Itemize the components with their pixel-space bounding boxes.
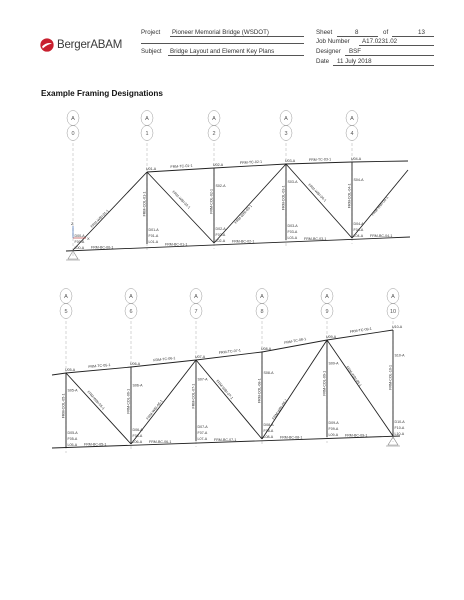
floor-node-label: F08-A [263, 429, 274, 433]
column-label: FRM-COL-04-1 [347, 183, 352, 209]
top-chord-line [52, 373, 66, 375]
diagonal-label: FRM-WBI-08-1 [271, 398, 289, 421]
top-node-label: U05-A [65, 368, 76, 372]
floor-node-label: F03-A [287, 230, 298, 234]
column-label: FRM-COL-01-1 [142, 191, 147, 217]
diag-node-label: D07-A [197, 425, 208, 429]
grid-letter: A [260, 294, 264, 300]
grid-letter: A [64, 294, 68, 300]
bottom-chord-label: FRM-BC-09-1 [345, 433, 368, 438]
diag-node-label: D06-A [132, 428, 143, 432]
s-node-label: S03-A [287, 180, 298, 184]
axis-x-label: X [87, 236, 90, 241]
diagonal-label: FRM-WBI-06-1 [145, 399, 164, 421]
bottom-chord-label: FRM-BC-07-1 [214, 437, 237, 442]
s-node-label: S04-A [353, 178, 364, 182]
top-chord-label: FRM-TC-07-1 [218, 348, 242, 355]
bottom-chord-label: FRM-BC-01-1 [165, 242, 188, 247]
top-node-label: U03-A [285, 159, 296, 163]
column-label: FRM-COL-07-1 [191, 383, 196, 409]
top-chord-line [147, 168, 214, 172]
truss-diagram-1 [66, 111, 410, 261]
bottom-chord-label: FRM-BC-06-1 [149, 440, 172, 445]
sheet-value: 8 [355, 29, 359, 36]
top-chord-line [214, 164, 286, 168]
column-label: FRM-COL-06-1 [126, 388, 131, 414]
grid-number: 3 [284, 131, 288, 137]
grid-number: 8 [260, 309, 264, 315]
grid-letter: A [325, 294, 329, 300]
date-label: Date [316, 58, 330, 65]
bottom-chord-label: FRM-BC-04-1 [370, 234, 393, 239]
column-label: FRM-COL-05-1 [61, 393, 66, 419]
bottom-node-label: L06-A [132, 440, 143, 444]
top-chord-line [352, 161, 408, 162]
floor-node-label: F00-A [74, 240, 85, 244]
diag-node-label: D09-A [328, 421, 339, 425]
floor-node-label: F05-A [67, 437, 78, 441]
s-node-label: S05-A [67, 388, 78, 393]
floor-node-label: F06-A [132, 434, 143, 438]
diag-node-label: D00-A [74, 234, 85, 238]
top-chord-label: FRM-TC-02-1 [239, 159, 263, 165]
floor-node-label: F10-A [394, 426, 405, 430]
diagonal-line [214, 164, 286, 243]
grid-number: 0 [71, 131, 75, 137]
top-node-label: U10-A [392, 325, 403, 329]
top-node-label: U06-A [130, 362, 141, 366]
bottom-node-label: L09-A [328, 433, 339, 437]
top-chord-label: FRM-TC-09-1 [349, 326, 373, 334]
section-title: Example Framing Designations [41, 89, 163, 98]
grid-letter: A [284, 116, 288, 122]
top-node-label: U01-A [146, 167, 157, 171]
bottom-node-label: L01-A [148, 240, 159, 244]
grid-letter: A [145, 116, 149, 122]
truss-diagram-2 [52, 289, 405, 454]
job-value: A17.0231.02 [362, 38, 398, 45]
of-label: of [383, 29, 389, 36]
top-chord-label: FRM-TC-01-1 [170, 163, 193, 169]
diagonal-label: FRM-WBI-02-1 [171, 189, 192, 210]
diagonal-label: FRM-WBI-03-1 [233, 204, 253, 225]
column-label: FRM-COL-02-1 [209, 188, 214, 214]
diagonal-label: FRM-WBI-04-1 [307, 182, 328, 203]
floor-node-label: F02-A [215, 233, 226, 237]
bottom-node-label: L02-A [215, 239, 226, 243]
grid-number: 1 [145, 131, 149, 137]
bottom-node-label: L03-A [287, 236, 298, 240]
floor-node-label: F07-A [197, 431, 208, 435]
diagonal-label: FRM-WBI-07-1 [215, 379, 234, 401]
grid-letter: A [350, 116, 354, 122]
grid-number: 4 [350, 131, 354, 137]
bottom-chord-label: FRM-BC-02-1 [232, 239, 255, 244]
grid-letter: A [391, 294, 395, 300]
bottom-node-label: L08-A [263, 435, 274, 439]
of-value: 13 [418, 29, 425, 36]
s-node-label: S08-A [263, 370, 274, 375]
top-node-label: U02-A [213, 163, 224, 167]
floor-node-label: F04-A [353, 228, 364, 232]
bottom-node-label: L05-A [67, 443, 78, 447]
s-node-label: S10-A [394, 353, 405, 358]
diag-node-label: D02-A [215, 227, 226, 231]
top-node-label: U08-A [261, 347, 272, 351]
column-label: FRM-COL-09-1 [322, 370, 327, 396]
grid-letter: A [71, 116, 75, 122]
subject-label: Subject [141, 48, 162, 55]
bottom-chord-label: FRM-BC-05-1 [84, 442, 107, 447]
bottom-chord-label: FRM-BC-08-1 [280, 435, 303, 440]
grid-letter: A [212, 116, 216, 122]
column-label: FRM-COL-08-1 [257, 378, 262, 404]
column-label: FRM-COL-03-1 [281, 185, 286, 211]
top-chord-label: FRM-TC-08-1 [283, 337, 307, 345]
bottom-node-label: L04-A [353, 234, 364, 238]
axis-z-label: Z [71, 221, 74, 226]
designer-value: BSF [349, 48, 362, 55]
diagonal-label: FRM-WBI-05-1 [86, 389, 106, 411]
grid-number: 5 [64, 309, 68, 315]
diag-node-label: D04-A [353, 222, 364, 226]
sheet-label: Sheet [316, 29, 333, 36]
grid-number: 2 [212, 131, 216, 137]
top-node-label: U04-A [351, 157, 362, 161]
grid-letter: A [129, 294, 133, 300]
top-chord-line [286, 162, 352, 164]
top-chord-label: FRM-TC-05-1 [88, 362, 111, 369]
bottom-node-label: L10-A [394, 432, 405, 436]
bottom-chord-label: FRM-BC-03-1 [304, 236, 327, 241]
top-chord-label: FRM-TC-03-1 [308, 157, 332, 162]
s-node-label: S06-A [132, 383, 143, 388]
diagonal-label: FRM-WBI-05-1 [370, 195, 390, 217]
grid-number: 10 [389, 309, 397, 315]
diag-node-label: D03-A [287, 224, 298, 228]
top-node-label: U09-A [326, 335, 337, 339]
grid-number: 9 [325, 309, 329, 315]
diagonal-line [147, 172, 214, 243]
diagonal-label: FRM-WBI-09-1 [345, 365, 363, 388]
diag-node-label: D08-A [263, 423, 274, 427]
bottom-node-label: L07-A [197, 437, 208, 441]
diag-node-label: D10-A [394, 420, 405, 424]
s-node-label: S02-A [215, 183, 226, 188]
s-node-label: S09-A [328, 361, 339, 366]
subject-value: Bridge Layout and Element Key Plans [170, 48, 275, 55]
diagonal-label: FRM-WBI-01-1 [89, 208, 110, 229]
floor-node-label: F09-A [328, 427, 339, 431]
diag-node-label: D01-A [148, 228, 159, 232]
column-label: FRM-COL-10-1 [388, 364, 393, 390]
grid-number: 6 [129, 309, 133, 315]
diag-node-label: D05-A [67, 431, 78, 435]
project-value: Pioneer Memorial Bridge (WSDOT) [172, 29, 269, 36]
grid-number: 7 [194, 309, 198, 315]
job-label: Job Number [316, 38, 350, 45]
project-label: Project [141, 29, 161, 36]
designer-label: Designer [316, 48, 341, 55]
bottom-node-label: L00-A [74, 246, 85, 250]
floor-node-label: F01-A [148, 234, 159, 238]
date-value: 11 July 2018 [337, 58, 372, 65]
top-chord-label: FRM-TC-06-1 [153, 356, 176, 363]
s-node-label: S07-A [197, 377, 208, 382]
bottom-chord-label: FRM-BC-00-1 [91, 245, 114, 250]
grid-letter: A [194, 294, 198, 300]
company-name: BergerABAM [57, 39, 123, 51]
top-node-label: U07-A [195, 355, 206, 359]
